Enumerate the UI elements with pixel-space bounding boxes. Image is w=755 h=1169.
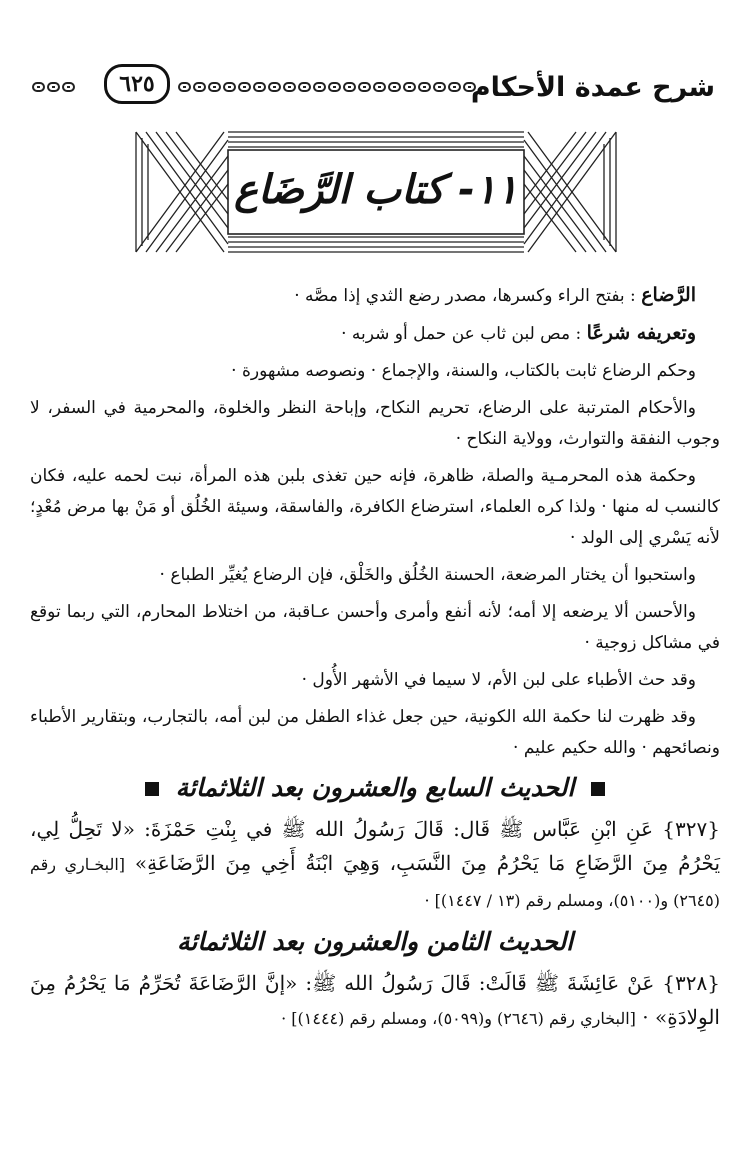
paragraph: والأحكام المترتبة على الرضاع، تحريم النكاح، وإباحة النظر والخلوة، والمحرمية في السفر، لا وجوب النفقة والتوارث، وولاية النكاح · xyxy=(30,398,720,449)
chapter-title: ١١- كتاب الرَّضَاع xyxy=(234,167,518,213)
square-bullet-icon xyxy=(591,782,605,796)
hadith-heading xyxy=(30,770,720,806)
body-text xyxy=(30,280,720,1042)
hadith-heading xyxy=(30,924,720,960)
square-bullet-icon xyxy=(145,782,159,796)
hadith-body: {٣٢٧} عَنِ ابْنِ عَبَّاس ﷺ قَال: قَالَ رَسُولُ الله ﷺ في بِنْتِ حَمْزَةَ: «لا تَحِلُّ لِي، يَحْرُمُ مِنَ الرَّضَاعِ مَا يَحْرُمُ مِنَ النَّسَبِ، وَهِيَ ابْنَةُ أَخِي مِنَ الرَّضَاعَةِ» xyxy=(30,817,721,875)
term-heading: الرَّضاع xyxy=(641,284,696,306)
paragraph: وقد ظهرت لنا حكمة الله الكونية، حين جعل غذاء الطفل من لبن أمه، بالتجارب، وبتقارير الأطباء ونصائحهم · والله حكيم عليم · xyxy=(30,707,720,758)
paragraph xyxy=(30,280,720,312)
header-ornament-strip xyxy=(178,78,478,96)
paragraph: وقد حث الأطباء على لبن الأم، لا سيما في الأشهر الأُول · xyxy=(301,670,696,690)
hadith-source: [البخاري رقم (٢٦٤٦) و(٥٠٩٩)، ومسلم رقم (١٤٤٤)] · xyxy=(281,1009,636,1028)
header-ornament-small xyxy=(32,78,80,96)
term-heading: وتعريفه شرعًا xyxy=(586,322,696,344)
paragraph: وحكم الرضاع ثابت بالكتاب، والسنة، والإجماع · ونصوصه مشهورة · xyxy=(231,361,696,381)
paragraph: والأحسن ألا يرضعه إلا أمه؛ لأنه أنفع وأمرى وأحسن عـاقبة، من اختلاط المحارم، التي ربما توقع في مشاكل زوجية · xyxy=(30,602,720,653)
paragraph xyxy=(30,318,720,350)
paragraph-text: : مص لبن ثاب عن حمل أو شربه · xyxy=(341,324,582,344)
hadith-body: {٣٢٨} عَنْ عَائِشَةَ ﷺ قَالَتْ: قَالَ رَسُولُ الله ﷺ: «إنَّ الرَّضَاعَةَ تُحَرِّمُ مَا يَحْرُمُ مِنَ الوِلادَةِ» · xyxy=(30,971,720,1029)
paragraph-text: : بفتح الراء وكسرها، مصدر رضع الثدي إذا مصَّه · xyxy=(294,286,636,306)
running-title: شرح عمدة الأحكام xyxy=(470,72,715,103)
chapter-title-frame xyxy=(132,128,620,256)
page-number: ٦٢٥ xyxy=(104,64,170,104)
hadith-source: [البخـاري رقم (٢٦٤٥) و(٥١٠٠)، ومسلم رقم (١٣ / ١٤٤٧)] · xyxy=(30,855,720,910)
hadith-heading-text: الحديث الثامن والعشرون بعد الثلاثمائة xyxy=(176,927,574,956)
paragraph: واستحبوا أن يختار المرضعة، الحسنة الخُلُق والخَلْق، فإن الرضاع يُغيِّر الطباع · xyxy=(159,565,696,585)
hadith-text xyxy=(30,812,720,918)
paragraph: وحكمة هذه المحرمـية والصلة، ظاهرة، فإنه حين تغذى بلبن هذه المرأة، نبت لحمه عليه، فكان كالنسب له منها · ولذا كره العلماء، استرضاع الكافرة، والفاسقة، وسيئة الخُلُق أو مَنْ بها مرض مُعْدٍ؛ لأنه يَسْري إلى الولد · xyxy=(30,466,720,548)
hadith-text xyxy=(30,966,720,1036)
hadith-heading-text: الحديث السابع والعشرون بعد الثلاثمائة xyxy=(175,773,575,802)
